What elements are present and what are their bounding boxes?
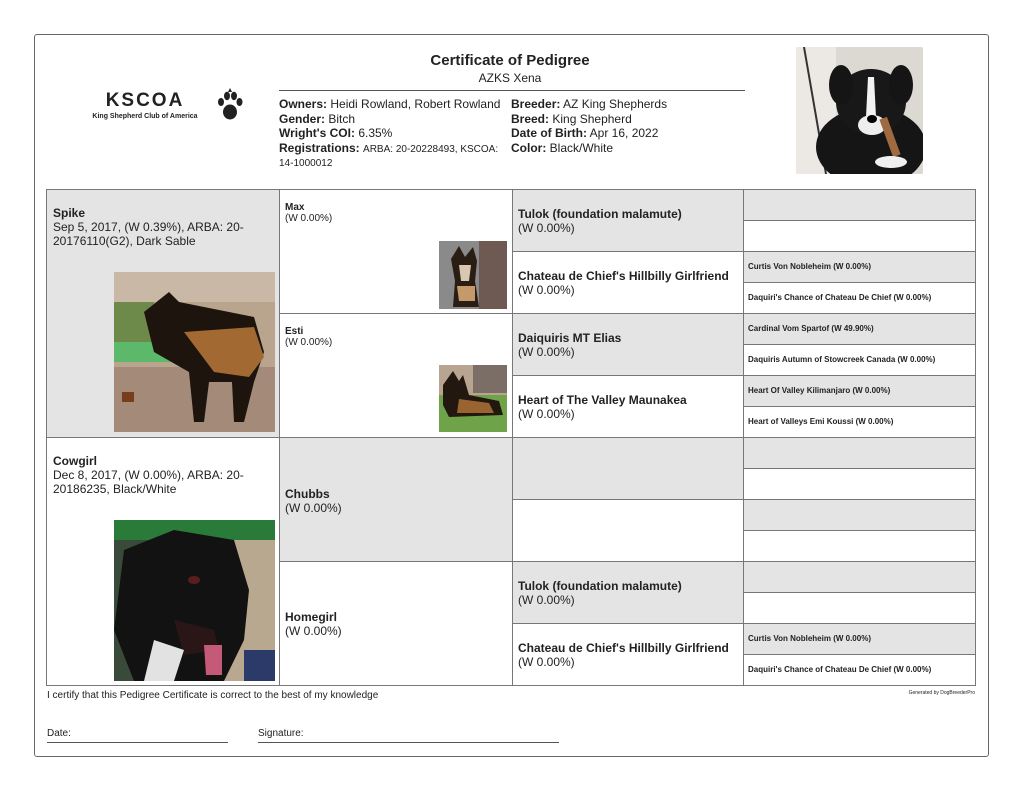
breed: King Shepherd bbox=[552, 111, 632, 126]
gen3-coi-2: (W 0.00%) bbox=[518, 283, 575, 297]
gen4-name-3: Curtis Von Nobleheim (W 0.00%) bbox=[748, 262, 871, 271]
dam-dam-name: Homegirl bbox=[285, 610, 338, 624]
gen4-cell-13 bbox=[743, 561, 976, 593]
gen4-name-15: Curtis Von Nobleheim (W 0.00%) bbox=[748, 634, 871, 643]
gen3-cell-6 bbox=[512, 499, 744, 562]
paw-icon bbox=[217, 88, 243, 122]
gen3-coi-1: (W 0.00%) bbox=[518, 221, 575, 235]
gen3-coi-8: (W 0.00%) bbox=[518, 655, 575, 669]
sire-detail: Sep 5, 2017, (W 0.39%), ARBA: 20-20176110(G2), Dark Sable bbox=[53, 220, 244, 248]
gen4-name-7: Heart Of Valley Kilimanjaro (W 0.00%) bbox=[748, 386, 891, 395]
dog-name: AZKS Xena bbox=[478, 71, 542, 85]
date-label: Date: bbox=[47, 728, 71, 739]
gen4-cell-12 bbox=[743, 530, 976, 562]
gen4-name-4: Daquiri's Chance of Chateau De Chief (W 0.00%) bbox=[748, 293, 932, 302]
generated-by: Generated by DogBreederPro bbox=[908, 690, 975, 696]
sire-dam-name: Esti bbox=[285, 326, 304, 337]
gen3-name-3: Daiquiris MT Elias bbox=[518, 331, 622, 345]
gen4-name-16: Daquiri's Chance of Chateau De Chief (W 0.00%) bbox=[748, 665, 932, 674]
gen3-coi-7: (W 0.00%) bbox=[518, 593, 575, 607]
dam-photo bbox=[114, 520, 275, 681]
gen3-cell-2 bbox=[512, 251, 744, 314]
gen4-cell-16 bbox=[743, 654, 976, 686]
gen4-name-13 bbox=[744, 562, 975, 572]
gen4-cell-5 bbox=[743, 313, 976, 345]
registrations: ARBA: 20-20228493, KSCOA: bbox=[363, 143, 499, 155]
dam-sire-name: Chubbs bbox=[285, 487, 330, 501]
gen3-name-1: Tulok (foundation malamute) bbox=[518, 207, 682, 221]
gen4-name-6: Daquiris Autumn of Stowcreek Canada (W 0.00%) bbox=[748, 355, 936, 364]
gen3-coi-4: (W 0.00%) bbox=[518, 407, 575, 421]
gen4-cell-9 bbox=[743, 437, 976, 469]
gen3-cell-7 bbox=[512, 561, 744, 624]
dam-cell bbox=[46, 437, 280, 686]
sire-dam-cell bbox=[279, 313, 513, 438]
sire-dam-coi: (W 0.00%) bbox=[285, 337, 333, 348]
gen4-cell-6 bbox=[743, 344, 976, 376]
dam-dam-coi: (W 0.00%) bbox=[285, 624, 342, 638]
kscoa-logo bbox=[80, 90, 240, 120]
sire-name: Spike bbox=[53, 206, 86, 220]
gen4-name-14 bbox=[744, 593, 975, 603]
date-line bbox=[47, 742, 228, 743]
gen3-name-7: Tulok (foundation malamute) bbox=[518, 579, 682, 593]
breeder: AZ King Shepherds bbox=[563, 97, 668, 111]
sire-sire-name: Max bbox=[285, 202, 305, 213]
sire-sire-cell bbox=[279, 189, 513, 314]
info-right: Breeder: AZ King Shepherds Breed: King Shepherd Date of Birth: Apr 16, 2022 Color: Black/White bbox=[511, 97, 668, 155]
owners: Heidi Rowland, Robert Rowland bbox=[330, 97, 501, 111]
dam-dam-cell bbox=[279, 561, 513, 686]
color: Black/White bbox=[549, 140, 614, 155]
dam-sire-coi: (W 0.00%) bbox=[285, 501, 342, 515]
puppy-photo bbox=[796, 47, 923, 174]
gen4-name-5: Cardinal Vom Spartof (W 49.90%) bbox=[748, 324, 874, 333]
sire-photo bbox=[114, 272, 275, 432]
gen4-cell-15 bbox=[743, 623, 976, 655]
certification-statement: I certify that this Pedigree Certificate is correct to the best of my knowledge bbox=[47, 690, 379, 701]
sire-sire-coi: (W 0.00%) bbox=[285, 213, 333, 224]
sire-cell bbox=[46, 189, 280, 438]
gen4-cell-1 bbox=[743, 189, 976, 221]
dam-detail: Dec 8, 2017, (W 0.00%), ARBA: 20-20186235, Black/White bbox=[53, 468, 244, 496]
gen3-cell-8 bbox=[512, 623, 744, 686]
coi: 6.35% bbox=[358, 126, 393, 140]
sire-dam-photo bbox=[439, 365, 507, 432]
logo-text: KSCOA bbox=[105, 90, 185, 111]
dam-sire-cell bbox=[279, 437, 513, 562]
signature-line bbox=[258, 742, 559, 743]
gen4-name-12 bbox=[744, 531, 975, 541]
gen4-cell-10 bbox=[743, 468, 976, 500]
info-left: Owners: Heidi Rowland, Robert Rowland Gender: Bitch Wright's COI: 6.35% Registrations: ARBA: 20-20228493, KSCOA: 14-1000012 bbox=[279, 97, 511, 172]
gen4-name-10 bbox=[744, 469, 975, 479]
gen3-name-4: Heart of The Valley Maunakea bbox=[518, 393, 687, 407]
gen4-name-11 bbox=[744, 500, 975, 510]
gen4-name-2 bbox=[744, 221, 975, 231]
gen3-name-2: Chateau de Chief's Hillbilly Girlfriend bbox=[518, 269, 729, 283]
gender: Bitch bbox=[328, 111, 356, 126]
gen4-name-9 bbox=[744, 438, 975, 448]
gen3-coi-3: (W 0.00%) bbox=[518, 345, 575, 359]
certificate-title: Certificate of Pedigree bbox=[430, 52, 590, 69]
gen3-cell-5 bbox=[512, 437, 744, 500]
gen4-cell-11 bbox=[743, 499, 976, 531]
gen3-cell-3 bbox=[512, 313, 744, 376]
gen4-cell-4 bbox=[743, 282, 976, 314]
gen4-cell-3 bbox=[743, 251, 976, 283]
gen4-name-8: Heart of Valleys Emi Koussi (W 0.00%) bbox=[748, 417, 894, 426]
gen4-cell-7 bbox=[743, 375, 976, 407]
gen4-cell-8 bbox=[743, 406, 976, 438]
signature-label: Signature: bbox=[258, 728, 304, 739]
date-of-birth: Apr 16, 2022 bbox=[589, 126, 659, 140]
gen4-cell-14 bbox=[743, 592, 976, 624]
registrations-cont: 14-1000012 bbox=[279, 158, 333, 169]
gen3-cell-1 bbox=[512, 189, 744, 252]
gen3-name-8: Chateau de Chief's Hillbilly Girlfriend bbox=[518, 641, 729, 655]
logo-subtitle: King Shepherd Club of America bbox=[92, 113, 198, 120]
sire-sire-photo bbox=[439, 241, 507, 309]
dam-name: Cowgirl bbox=[53, 454, 97, 468]
title-divider bbox=[279, 90, 745, 91]
gen3-cell-4 bbox=[512, 375, 744, 438]
gen4-name-1 bbox=[744, 190, 975, 200]
gen4-cell-2 bbox=[743, 220, 976, 252]
